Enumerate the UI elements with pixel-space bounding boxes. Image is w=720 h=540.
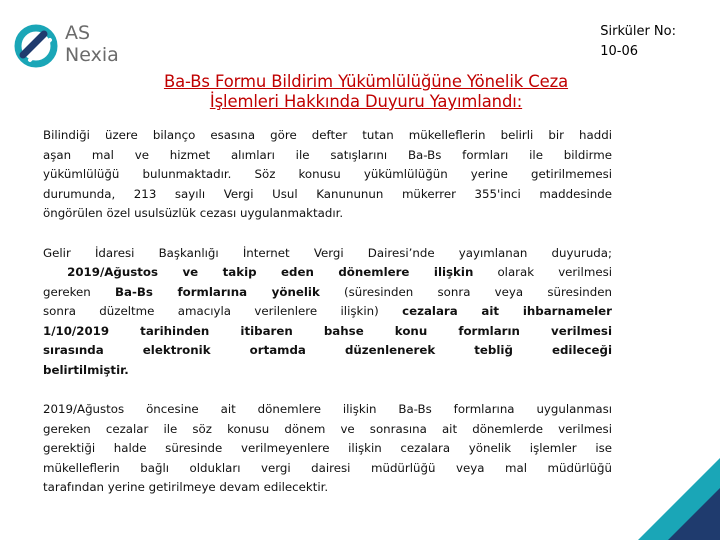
circular-label: Sirküler No: [600,24,676,39]
paragraph-line: tarafından yerine getirilmeye devam edilecektir. [43,480,329,494]
bold-notices-text: cezalara ait ihbarnameler [402,304,612,318]
paragraph-line: öngörülen özel usulsüzlük cezası uygulanmaktadır. [43,206,344,220]
title-line-1: Ba-Bs Formu Bildirim Yükümlülüğüne Yönelik Ceza [163,72,569,91]
paragraph-line: 1/10/2019 tarihinden itibaren bahse konu formların verilmesi [43,323,612,338]
paragraph-line: Gelir İdaresi Başkanlığı İnternet Vergi Dairesi’nde yayımlanan duyuruda; [43,245,612,260]
paragraph-line: sırasında elektronik ortamda düzenlenerek tebliğ edileceği [43,343,612,357]
paragraph-line [43,283,612,303]
paragraph-line: durumunda, 213 sayılı Vergi Usul Kanununun mükerrer 355'inci maddesinde [43,186,612,201]
paragraph-line: mükelleflerin bağlı oldukları vergi dairesi müdürlüğü veya mal müdürlüğü [43,460,612,475]
paragraph-line [43,302,612,322]
paragraph-line: yükümlülüğü bulunmaktadır. Söz konusu yükümlülüğün yerine getirilmemesi [43,167,612,181]
paragraph-line [43,263,612,283]
logo-line2: Nexia [65,44,119,66]
paragraph-line: belirtilmiştir. [43,362,129,377]
paragraph-3 [43,400,612,498]
inline-text: olarak verilmesi [473,265,613,279]
paragraph-line: gereken cezalar ile söz konusu dönem ve sonrasına ait dönemlerde verilmesi [43,421,612,436]
nexia-logo-icon [14,24,58,68]
paragraph-line: aşan mal ve hizmet alımları ile satışlarını Ba-Bs formları ile bildirme [43,147,612,162]
paragraph-line: 2019/Ağustos öncesine ait dönemlere ilişkin Ba-Bs formlarına uygulanması [43,402,612,416]
inline-text: gereken [43,284,115,299]
circular-number-block [600,22,676,62]
inline-text: (süresinden sonra veya süresinden [319,284,612,299]
paragraph-2 [43,244,612,381]
body-text [43,126,612,518]
as-nexia-logo [14,22,134,68]
logo-wordmark [65,22,119,66]
paragraph-line: Bilindiği üzere bilanço esasına göre defter tutan mükelleflerin belirli bir haddi [43,128,612,142]
paragraph-line: gerektiği halde süresinde verilmeyenlere ilişkin cezalara yönelik işlemler ise [43,441,612,455]
bold-period-text: 2019/Ağustos ve takip eden dönemlere ilişkin [67,265,474,279]
bold-forms-text: Ba-Bs formlarına yönelik [115,284,320,299]
paragraph-1 [43,126,612,224]
title-line-2: İşlemleri Hakkında Duyuru Yayımlandı: [209,92,523,111]
logo-line1: AS [65,22,91,44]
circular-number: 10-06 [600,44,639,59]
page-title [60,72,672,112]
corner-decoration [610,430,720,540]
inline-text: sonra düzeltme amacıyla verilenlere ilişkin) [43,304,403,318]
